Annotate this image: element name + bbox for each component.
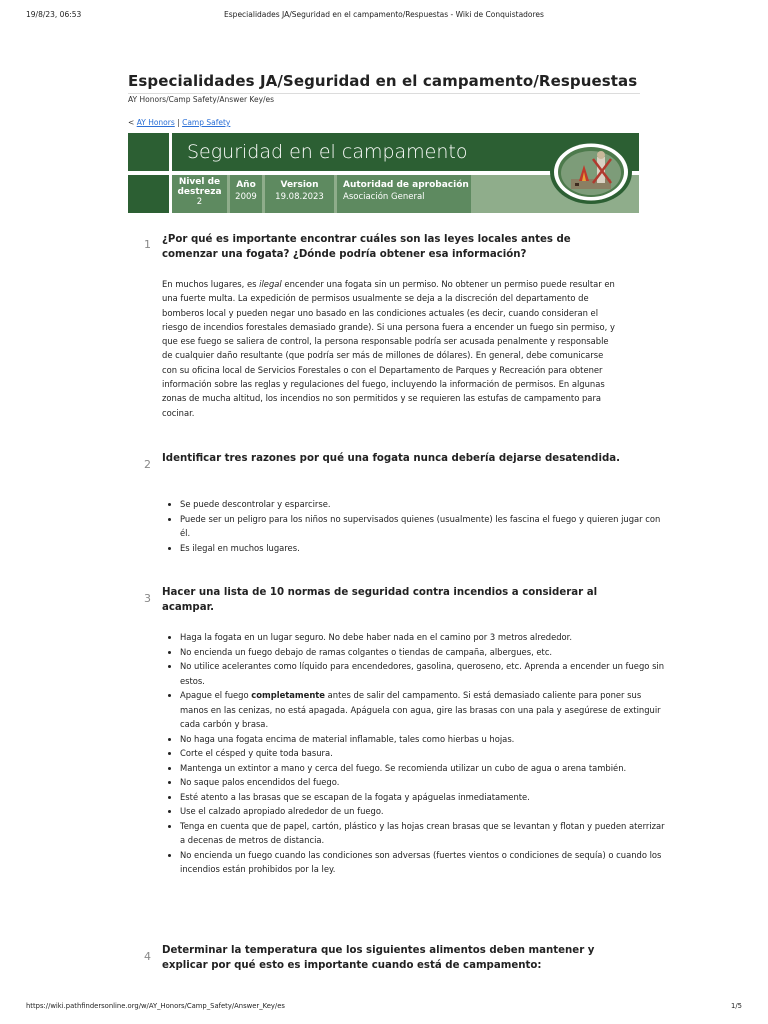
answer-line — [162, 277, 650, 291]
skill-level-value: 2 — [196, 197, 203, 207]
answer-line: con su oficina local de Servicios Forestales o con el Departamento de Parques y Recreación para obtener — [162, 364, 603, 375]
year-cell — [230, 175, 262, 213]
answer-line: información sobre las reglas y regulaciones del fuego, incluyendo la información de permisos. En algunas — [162, 379, 605, 390]
banner-corner-bottom — [128, 175, 169, 213]
question-text: ¿Por qué es importante encontrar cuáles son las leyes locales antes de comenzar una fogata? ¿Dónde podría obtener esa información? — [162, 234, 571, 260]
list-item: • Haga la fogata en un lugar seguro. No debe haber nada en el camino por 3 metros alrededor. — [180, 630, 670, 645]
breadcrumb-separator: | — [177, 118, 180, 127]
breadcrumb-prefix: < — [128, 118, 135, 127]
print-date: 19/8/23, 06:53 — [26, 10, 82, 19]
answer-line: de cualquier daño resultante (que podría ser más de millones de dólares). En general, debe comunicarse — [162, 350, 604, 361]
question-number: 1 — [144, 238, 151, 251]
list-item: • No encienda un fuego cuando las condiciones son adversas (fuertes vientos o condiciones de sequía) o cuando los incendios están prohibidos por la ley. — [180, 848, 670, 877]
answer-line-text: En muchos lugares, es ilegal encender una fogata sin un permiso. No obtener un permiso puede resultar en — [162, 279, 615, 289]
answer-line: una fuerte multa. La expedición de permisos usualmente se deja a la discreción del departamento de — [162, 293, 589, 304]
honor-banner — [128, 133, 639, 213]
version-value: 19.08.2023 — [275, 192, 324, 202]
answer-line: que ese fuego se saliera de control, la persona responsable podría ser acusada penalmente y responsable — [162, 336, 609, 347]
answer-line: cocinar. — [162, 407, 195, 418]
answer-1 — [162, 277, 650, 420]
list-item: • Puede ser un peligro para los niños no supervisados quienes (usualmente) les fascina el fuego y quieren jugar con él. — [180, 512, 670, 541]
skill-level-label-2: destreza — [177, 187, 222, 197]
question-text: Hacer una lista de 10 normas de seguridad contra incendios a considerar al acampar. — [162, 587, 598, 613]
print-title: Especialidades JA/Seguridad en el campamento/Respuestas - Wiki de Conquistadores — [224, 10, 544, 19]
breadcrumb-link-ay-honors[interactable]: AY Honors — [136, 118, 175, 127]
breadcrumb-link-camp-safety[interactable]: Camp Safety — [182, 118, 231, 127]
authority-cell — [337, 175, 471, 213]
list-item: • Es ilegal en muchos lugares. — [180, 541, 670, 556]
answer-line: riesgo de incendios forestales demasiado grande). Si una persona fuera a encender un fuego sin permiso, y — [162, 321, 615, 332]
list-item: • No haga una fogata encima de material inflamable, tales como hierbas u hojas. — [180, 732, 670, 747]
camp-safety-badge-icon — [549, 139, 633, 205]
skill-level-label-1: Nivel de — [178, 177, 221, 187]
emphasis-text: ilegal — [259, 279, 282, 289]
answer-line: zonas de mucha altitud, los incendios no son permitidos y se requieren las estufas de campamento para — [162, 393, 602, 404]
list-item: • Esté atento a las brasas que se escapan de la fogata y apáguelas inmediatamente. — [180, 790, 670, 805]
print-url: https://wiki.pathfindersonline.org/w/AY_Honors/Camp_Safety/Answer_Key/es — [26, 1002, 285, 1010]
question-text: Determinar la temperatura que los siguientes alimentos deben mantener y explicar por qué esto es importante cuando está de campamento: — [162, 945, 595, 971]
list-item: • Se puede descontrolar y esparcirse. — [180, 497, 670, 512]
list-item: • No saque palos encendidos del fuego. — [180, 775, 670, 790]
list-item: • Corte el césped y quite toda basura. — [180, 746, 670, 761]
page-content — [128, 72, 640, 213]
question-number: 4 — [144, 950, 151, 963]
banner-corner-top — [128, 133, 169, 171]
answer-line: bomberos local y pueden negar uno basado en las condiciones actuales (es decir, cuando consideran el — [162, 307, 599, 318]
list-item — [180, 688, 670, 732]
skill-level-cell — [172, 175, 227, 213]
version-label: Version — [280, 180, 319, 190]
print-header — [26, 10, 742, 22]
bold-text: completamente — [251, 690, 325, 700]
authority-label: Autoridad de aprobación — [343, 180, 469, 190]
breadcrumb — [128, 118, 640, 127]
list-item: • No encienda un fuego debajo de ramas colgantes o tiendas de campaña, albergues, etc. — [180, 645, 670, 660]
year-label: Año — [236, 180, 256, 190]
list-item: • Tenga en cuenta que de papel, cartón, plástico y las hojas crean brasas que se levantan y flotan y pueden aterrizar a decenas de metros de distancia. — [180, 819, 670, 848]
list-item: • Use el calzado apropiado alrededor de un fuego. — [180, 804, 670, 819]
page-title: Especialidades JA/Seguridad en el campamento/Respuestas — [128, 72, 638, 90]
answer-2-list — [162, 497, 670, 555]
question-text: Identificar tres razones por qué una fogata nunca debería dejarse desatendida. — [162, 453, 620, 464]
page-subtitle: AY Honors/Camp Safety/Answer Key/es — [128, 95, 275, 104]
list-item: • Mantenga un extintor a mano y cerca del fuego. Se recomienda utilizar un cubo de agua o arena también. — [180, 761, 670, 776]
list-item: • No utilice acelerantes como líquido para encendedores, gasolina, queroseno, etc. Aprenda a encender un fuego sin estos. — [180, 659, 670, 688]
year-value: 2009 — [235, 192, 257, 202]
print-page-number: 1/5 — [731, 1002, 742, 1010]
title-divider — [128, 93, 640, 94]
list-item-text: Apague el fuego completamente antes de salir del campamento. Si está demasiado caliente para poner sus manos en las cenizas, no está apagada. Apáguela con agua, gire las brasas con una pala y asegúrese de extinguir cada carbón y brasa. — [180, 690, 661, 729]
print-footer — [26, 1002, 742, 1010]
question-number: 2 — [144, 458, 151, 471]
version-cell — [265, 175, 334, 213]
authority-value: Asociación General — [343, 192, 425, 202]
question-number: 3 — [144, 592, 151, 605]
answer-3-list — [162, 630, 670, 877]
banner-title: Seguridad en el campamento — [187, 141, 468, 163]
